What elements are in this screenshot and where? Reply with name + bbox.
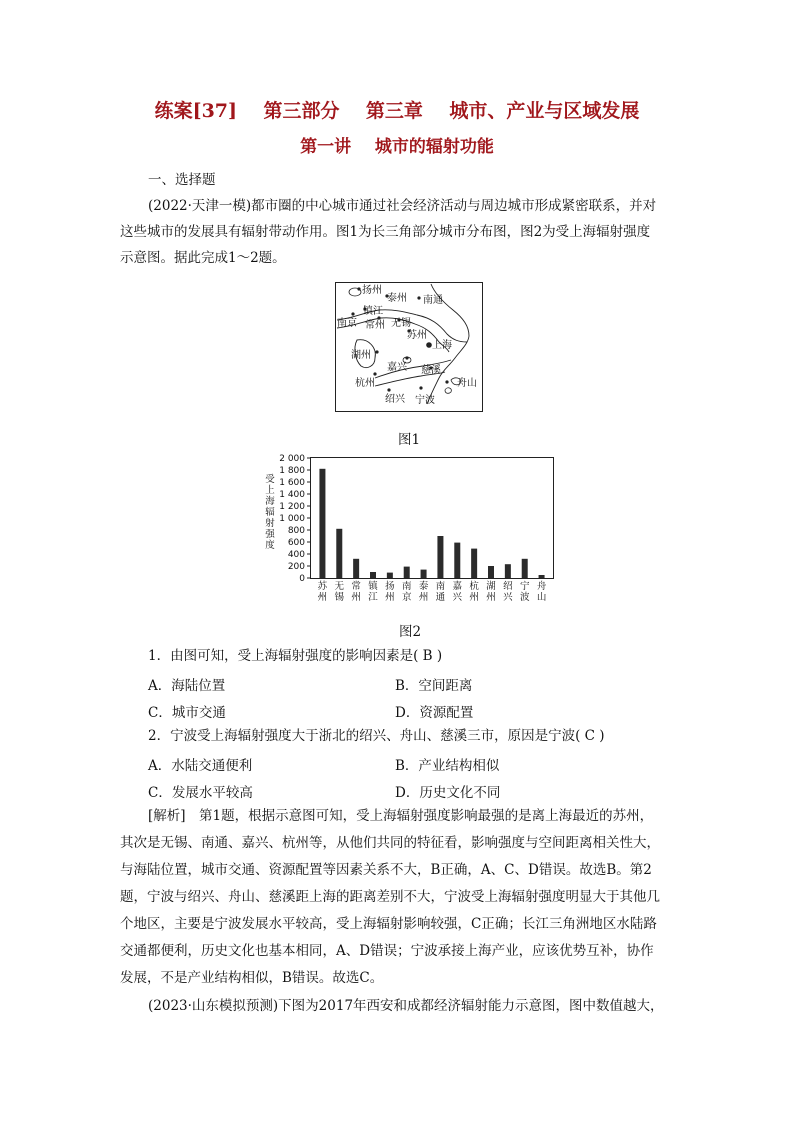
y-label-char: 辐 xyxy=(265,507,275,518)
analysis-line-6: 交通都便利，历史文化也基本相同，A、D错误；宁波承接上海产业，应该优势互补，协作 xyxy=(120,943,654,959)
bar-9 xyxy=(471,549,477,578)
y-tick-label: 1 400 xyxy=(279,490,305,500)
map-label-cixi: 慈溪 xyxy=(421,365,441,376)
bar-10 xyxy=(488,566,494,578)
y-tick-label: 400 xyxy=(287,550,305,560)
analysis-line-5: 个地区，主要是宁波发展水平较高，受上海辐射影响较强，C正确；长江三角洲地区水陆路 xyxy=(120,916,657,932)
intro-line-2: 这些城市的发展具有辐射带动作用。图1为长三角部分城市分布图，图2为受上海辐射强度 xyxy=(120,224,651,240)
map-label-zhenjiang: 镇江 xyxy=(363,306,383,317)
map-label-zhoushan: 舟山 xyxy=(457,378,477,389)
map-label-ningbo: 宁波 xyxy=(415,395,435,406)
map-label-huzhou: 湖州 xyxy=(351,350,371,361)
x-tick-label-char: 杭 xyxy=(469,581,479,592)
question-2-stem: 2．宁波受上海辐射强度大于浙北的绍兴、舟山、慈溪三市，原因是宁波( C ) xyxy=(148,728,605,744)
bar-7 xyxy=(437,536,443,578)
map-label-shaoxing: 绍兴 xyxy=(385,394,405,405)
y-tick-label: 200 xyxy=(287,562,305,572)
bar-2 xyxy=(353,559,359,578)
question-2-option-a: A．水陆交通便利 xyxy=(148,758,253,774)
city-map xyxy=(335,282,483,412)
analysis-line-3: 与海陆位置，城市交通、资源配置等因素关系不大，B正确，A、C、D错误。故选B。第2 xyxy=(120,862,652,878)
question-1-option-c: C．城市交通 xyxy=(148,705,226,721)
x-tick-label-char: 州 xyxy=(469,592,479,603)
y-tick-label: 0 xyxy=(299,574,305,584)
y-tick-label: 1 600 xyxy=(279,478,305,488)
x-tick-label-char: 常 xyxy=(351,581,361,592)
x-tick-label-char: 宁 xyxy=(519,581,530,592)
x-tick-label-char: 锡 xyxy=(334,592,345,603)
bar-5 xyxy=(404,567,410,578)
page-title: 练案[37] 第三部分 第三章 城市、产业与区域发展 xyxy=(154,100,640,122)
x-tick-label-char: 绍 xyxy=(503,581,513,592)
x-tick-label-char: 南 xyxy=(401,581,412,592)
y-tick-label: 600 xyxy=(287,538,305,548)
map-label-wuxi: 无锡 xyxy=(391,318,411,329)
y-tick-label: 800 xyxy=(287,526,305,536)
x-tick-label-char: 京 xyxy=(401,592,412,603)
figure-1-caption: 图1 xyxy=(397,432,421,448)
x-tick-label-char: 舟 xyxy=(536,581,547,592)
bar-1 xyxy=(336,529,342,578)
y-label-char: 上 xyxy=(265,485,275,496)
x-tick-label-char: 兴 xyxy=(503,592,513,603)
y-label-char: 受 xyxy=(265,474,275,485)
map-label-nantong: 南通 xyxy=(423,295,443,306)
map-label-suzhou: 苏州 xyxy=(407,330,427,341)
x-tick-label-char: 无 xyxy=(334,581,345,592)
x-tick-label-char: 泰 xyxy=(418,581,429,592)
bar-11 xyxy=(505,564,511,578)
question-2-option-d: D．历史文化不同 xyxy=(395,785,501,801)
map-label-hangzhou: 杭州 xyxy=(355,378,375,389)
y-tick-label: 1 000 xyxy=(279,514,305,524)
question-2-option-c: C．发展水平较高 xyxy=(148,785,253,801)
y-axis-label xyxy=(265,473,275,551)
question-1-option-b: B．空间距离 xyxy=(395,678,473,694)
y-label-char: 度 xyxy=(265,540,275,551)
radiation-bar-chart xyxy=(260,448,560,608)
y-tick-label: 1 800 xyxy=(279,466,305,476)
y-tick-label: 2 000 xyxy=(279,454,305,464)
question-1-option-d: D．资源配置 xyxy=(395,705,474,721)
map-label-changzhou: 常州 xyxy=(365,320,385,331)
map-label-nanjing: 南京 xyxy=(337,318,357,329)
y-label-char: 强 xyxy=(265,529,275,540)
bar-8 xyxy=(454,543,460,578)
y-tick-label: 1 200 xyxy=(279,502,305,512)
bar-0 xyxy=(319,469,325,578)
map-label-jiaxing: 嘉兴 xyxy=(387,362,407,373)
x-tick-label-char: 嘉 xyxy=(452,581,463,592)
question-1-stem: 1．由图可知，受上海辐射强度的影响因素是( B ) xyxy=(148,648,443,664)
bar-12 xyxy=(522,559,528,578)
section-heading: 一、选择题 xyxy=(148,172,216,188)
x-tick-label-char: 江 xyxy=(368,592,378,603)
x-tick-label-char: 通 xyxy=(435,592,446,603)
figure-2-caption: 图2 xyxy=(398,624,422,640)
intro-line-3: 示意图。据此完成1～2题。 xyxy=(120,250,286,266)
x-tick-label-char: 苏 xyxy=(317,581,328,592)
x-tick-label-char: 南 xyxy=(435,581,446,592)
map-label-taizhou: 泰州 xyxy=(387,293,407,304)
analysis-line-2: 其次是无锡、南通、嘉兴、杭州等，从他们共同的特征看，影响强度与空间距离相关性大， xyxy=(120,835,660,851)
plot-frame xyxy=(311,458,554,579)
question-1-option-a: A．海陆位置 xyxy=(148,678,226,694)
map-label-shanghai: 上海 xyxy=(432,340,452,351)
x-tick-label-char: 湖 xyxy=(486,581,496,592)
page-subtitle: 第一讲 城市的辐射功能 xyxy=(300,137,494,157)
analysis-line-1: [解析] 第1题，根据示意图可知，受上海辐射强度影响最强的是离上海最近的苏州， xyxy=(148,808,654,824)
analysis-line-7: 发展，不是产业结构相似，B错误。故选C。 xyxy=(120,970,384,986)
x-tick-label-char: 州 xyxy=(317,592,328,603)
bar-4 xyxy=(387,573,393,578)
bar-3 xyxy=(370,572,376,578)
analysis-line-4: 题，宁波与绍兴、舟山、慈溪距上海的距离差别不大，宁波受上海辐射强度明显大于其他几 xyxy=(120,889,660,905)
next-question-intro: (2023·山东模拟预测)下图为2017年西安和成都经济辐射能力示意图，图中数值越大， xyxy=(148,998,664,1014)
x-tick-label-char: 州 xyxy=(486,592,496,603)
y-label-char: 射 xyxy=(265,518,275,529)
y-label-char: 海 xyxy=(265,496,275,507)
x-tick-label-char: 州 xyxy=(351,592,361,603)
bar-13 xyxy=(539,575,545,578)
bar-6 xyxy=(421,570,427,578)
x-tick-label-char: 波 xyxy=(519,592,530,603)
question-2-option-b: B．产业结构相似 xyxy=(395,758,500,774)
x-tick-label-char: 扬 xyxy=(385,581,395,592)
map-label-yangzhou: 扬州 xyxy=(362,285,382,296)
x-tick-label-char: 州 xyxy=(385,592,395,603)
x-tick-label-char: 镇 xyxy=(368,581,378,592)
x-tick-label-char: 兴 xyxy=(452,592,463,603)
intro-line-1: (2022·天津一模)都市圈的中心城市通过社会经济活动与周边城市形成紧密联系，并对 xyxy=(148,198,657,214)
x-tick-label-char: 州 xyxy=(418,592,429,603)
x-tick-label-char: 山 xyxy=(536,592,547,603)
